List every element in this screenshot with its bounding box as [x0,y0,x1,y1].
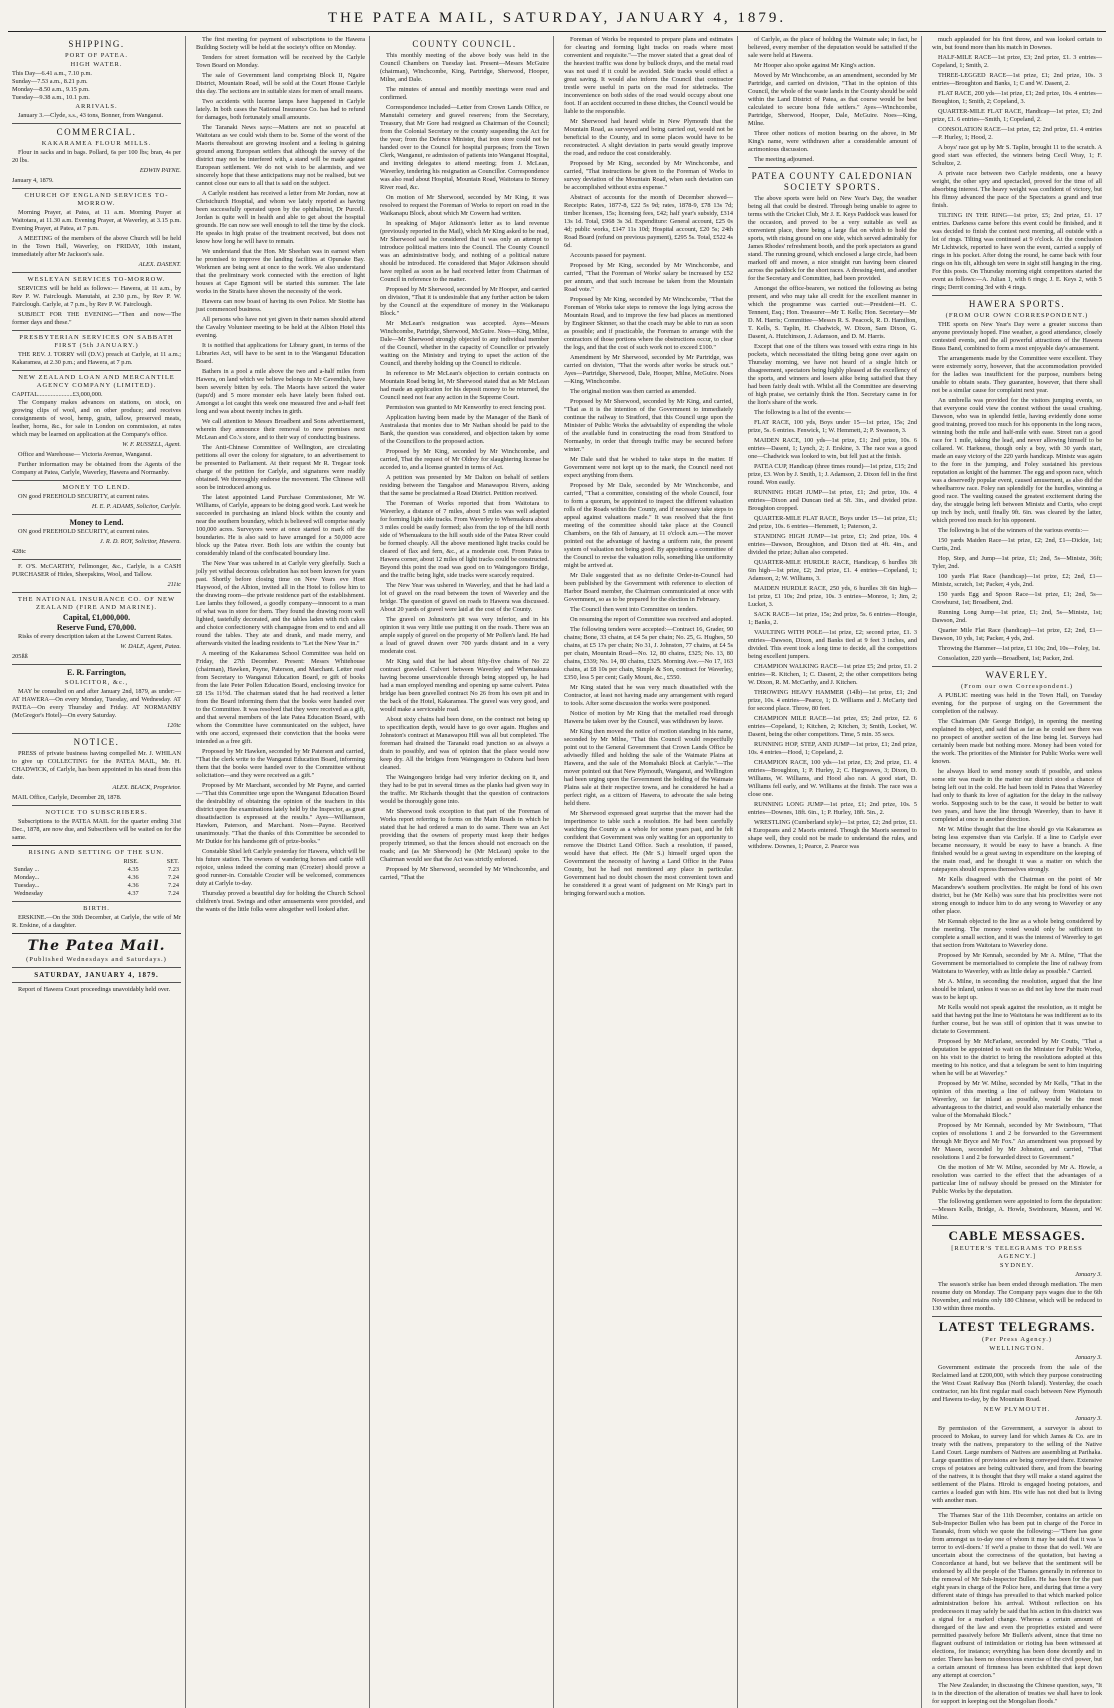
table-cell: 7.23 [167,866,179,873]
council-paragraph: Mr McLean's resignation was accepted. Ayes—Messrs Winchcombe, Partridge, Sherwood, McGuire. Noes—King, Milne, Dale—Mr Sherwood strongly objected to any individual member of the Council, whether in the capacity of Councillor or privately waiting on the Ministry and trying to upset the action of the Council, and thereby holding up the Council to ridicule. [380,320,549,367]
sports-result: CHAMPION WALKING RACE—1st prize £5; 2nd prize, £1. 2 entries—R. Kitchen, 1; C. Dasent, 2; the other competitors being W. Dixon, R. M. McCarthy, and J. Kitchen. [748,663,917,686]
divider [12,664,181,665]
star-text: The Thames Star of the 11th December, contains an article on Sub-Inspector Bullen who has been put in charge of the Force in Taranaki, from which we quote the following:—"There has gone from amongst us to-day one of whom it may be said that it was 'a terror to evil-doers.' If we'd a praise to those that do well. We are uncertain about the correctness of the quotation, but having a Concordance at hand, but we believe that the sentiment will be endorsed by all the people of the Thames generally in reference to the removal of Mr Sub-Inspector Bullen. He has been for the past eight years in charge of the Police here, and during that time a very different state of things has prevailed to that which marked police administration before his arrival. Without reflection on his predecessors it may safely be said that his action in this district was a signal for a marked change. Whereas a certain amount of disregard of the law and even the proprieties existed and were permitted passively before Mr Bullen's advent, since that time no flagrant outburst of intimidation or rioting has been witnessed at elections, for instance; everything has been done decently and in order. There has been no obnoxious exercise of the civil power, but a certain amount of firmness has been exhibited that kept down any attempt at coercion." [932,1512,1102,1679]
table-cell: Sunday ... [14,866,40,873]
nzloan-office: Office and Warehouse— Victoria Avenue, Wanganui. [18,451,153,458]
waverley-paragraph: he always liked to send money south if possible, and unless some stir was made in the matter our district stood a chance of being left out in the cold. He had been told in Patea that Waverley had only to thank its love of agitation for the delay in the railway works. Supposing such to be the case, it would be better to wait two years, and have the line through Waverley, than to have it completed at once in another direction. [932,768,1102,823]
sports-result: RUNNING HIGH JUMP—1st prize, £1; 2nd prize, 10s. 4 entries—Dixon and Duncan tied at 5ft. 3in., and divided prize. Broughton cropped. [748,489,917,512]
council-paragraph: Mr Hooper also spoke against Mr King's action. [754,62,876,69]
presbyterian-text: THE REV. J. TORRY will (D.V.) preach at Carlyle, at 11 a.m.; Kakaramea, at 2.30 p.m.; and Hawera, at 7 p.m. [12,351,181,366]
shipping-subheading: PORT OF PATEA. [65,52,128,59]
farrington-subheading: SOLICITOR, &c., [64,679,129,686]
waverley-heading: WAVERLEY. [985,670,1049,680]
council-paragraph: Correspondence included—Letter from Crown Lands Office, re Manutahi cemetery and gravel reserves; from the Secretary, Treasury, that Mr Gore had resigned as Chairman of the Council; from the Colonial Secretary re the county suspending the Act for the year; from the Defence Minister, that iron store could not be handed over to the Council for hospital purposes; from the Town Clerk, Wanganui, re admission of patients into Wanganui Hospital, and inviting delegates to attend meeting; from J. McLean, Waverley, tendering his resignation as Councillor. Correspondence was also read about Hospital, Mountain Road, Waitotara to Stoney River road, &c. [380,104,549,191]
sports-paragraph: 100 yards Flat Race (handicap)—1st prize, £2; 2nd, £1—Ministz, scratch, 1st; Packer, 4 yds, 2nd. [932,573,1102,588]
caledonian-heading: PATEA COUNTY CALEDONIAN SOCIETY SPORTS. [751,171,914,192]
cable-heading: CABLE MESSAGES. [948,1228,1086,1243]
column-5 [744,36,922,1708]
table-cell: 4.36 [127,882,139,889]
waverley-paragraph: Mr A. Milne, in seconding the resolution, argued that the line should be inland, unless it was so as did not lay how the main road was to be kept up. [932,978,1102,1001]
council-paragraph: Mr Sherwood expressed great surprise that the mover had the impertinence to table such a resolution. He had been carefully watching the County as a whole for some years past, and he felt confident that Government was only waiting for an opportunity to remove the District Land Office. Such a resolution, if passed, would have that effect. He (Mr S.) himself urged upon the Government the necessity of having a Land Office in the Patea County, but he had not mentioned any place in particular. Government had no doubt chosen the most convenient town and he considered it a great want of judgment on Mr King's part in bringing forward such a motion. [564,810,733,897]
council-paragraph: In speaking of Major Atkinson's letter as to land revenue (previously reported in the Mail), which Mr King asked to be read, Mr Sherwood said he considered that it was only an attempt to introduce political matters into the Council. The County Council was an administrative body, and nothing of a political nature should be introduced. He considered that Major Atkinson should have replied as soon as he had received letter from Chairman of Council in reference to the matter. [380,220,549,283]
news-paragraph: Hawera can now boast of having its own Police. Mr Stottie has just commenced business. [196,298,365,313]
council-paragraph: Notice of motion by Mr King that the metalled road through Hawera be taken over by the Council, was withdrawn by leave. [564,710,733,725]
latest-text: Government estimate the proceeds from the sale of the Reclaimed land at £200,000, with which they purpose constructing the West Coast Railway Bus (North Island). Yesterday, the coach contractor, ran his first regular mail coach between New Plymouth and Hawera to-day, by the Mountain Road. [932,1364,1102,1403]
hawera-sports-heading: HAWERA SPORTS. [968,299,1066,309]
council-paragraph: Mr Sherwood took exception to that part of the Foreman of Works report referring to forms on the Main Roads in which he stated that he had ordered a man to do same. There was an Act providing that the owners of property must keep their hedges properly trimmed, so that the fences should not encroach on the roads; and (as Mr Sherwood) he (Mr McLean) spoke to the Chairman would see that the Act was strictly enforced. [380,808,549,863]
waverley-paragraph: Mr W. Milne thought that the line should go via Kakaramea as being less expensive than via Carlyle. If a line to Carlyle ever became necessary, it would be easy to have a branch. A fine finished would be a great saving in expenditure on the keeping of the main road, and he thought it was a matter on which the ratepayers should express themselves strongly. [932,826,1102,873]
council-paragraph: Proposed by Mr Sherwood, seconded by Mr Hooper, and carried on division, "That it is undesirable that any further action be taken by the Council at the expenditure of money in the Waikanapu Block." [380,286,549,317]
council-paragraph: The gravel on Johnston's pit was very inferior, and in his opinion it was very little use putting it on the roads. There was an ample supply of gravel on the property of Mr Pollen's land. He had a load of gravel drawn over 700 yards distant and in a very moderate cost. [380,616,549,655]
waverley-paragraph: Proposed by Mr Kennah, seconded by Mr Swinbourn, "That copies of resolutions 1 and 2 be forwarded to the Government through Mr Bryce and Mr Fox." An amendment was proposed by Mr Mason, seconded by Mr Johnston, and carried, "That resolutions 1 and 2 be forwarded direct to Government." [932,1122,1102,1161]
news-paragraph: We call attention to Messrs Broadbent and Sons advertisement, wherein they announce their removal to new premises next McLean and Co.'s store, and to their way of conducting business. [196,418,365,441]
sports-result: CHAMPION RACE, 100 yds—1st prize, £3; 2nd prize, £1. 4 entries—Broughton, 1; P. Hurley, 2; C. Hargreaves, 3; Dixon, D. Williams, W. Williams, and Hood also ran. A good start, D. Williams fell early, and W. Williams at the finish. The race was a close one. [748,759,917,798]
divider [12,933,181,934]
divider [12,188,181,189]
sports-result: HALF-MILE RACE—1st prize, £3; 2nd prize, £1. 3 entries—Copeland, 1; Smith, 2. [932,54,1102,69]
table-cell: 4.35 [127,866,139,873]
farrington-heading: E. R. Farrington, [67,668,126,677]
money-signature: H. E. P. ADAMS, Solicitor, Carlyle. [91,503,181,510]
council-paragraph: Mr King then moved the notice of motion standing in his name, seconded by Mr Milne, "That this Council would respectfully point out to the General Government that Crown Lands Office be advisedly filled and holding the sale of the Waimate Plains at Hawera, and the sale of the Momahaki Block at Carlyle."—The mover pointed out that New Plymouth, Wanganui, and Wellington had been urging upon the Government the holding of the Waimate Plains sale at their respective towns, and he considered he had a perfect right, as a citizen of Hawera, to advocate the sale being held there. [564,728,733,807]
sports-paragraph: Amongst the office-bearers, we noticed the following as being present, and who may take all credit for the excellent manner in which the programme was carried out:—President—H. C. Tennent, Esq.; Hon. Treasurer—Mr T. Kells; Hon. Secretary—Mr D. M. Harris; Committee—Messrs R. S. Peacock, R. D. Hamilton, T. Kells, S. Taplin, H. Chadwick, W. Dixon, Sam Dixon, G. Dasent, A. Hutchinson, J. Adamson, and D. M. Harris. [748,285,917,340]
waverley-text: The Chairman (Mr George Bridge), in opening the meeting explained its object, and said that as far as he could see there was no prospect of another section of the line being let. Surveys had certainly been made but nothing more. Money had been voted for the work. The priorities of the Minister for Public Works were well known. [932,718,1102,765]
council-paragraph: Proposed by Mr King, seconded by Mr Winchcombe, and carried, "That instructions be given to the Foreman of Works to survey deviation of the Mountain Road, when such deviation can be accomplished without extra expense." [564,160,733,191]
news-paragraph: Proposed by Mr Hawken, seconded by Mr Paterson and carried, "That the clerk write to the Wanganui Education Board, informing them that the books were handed over to the Committee without solicitation—and they were received as a gift." [196,748,365,779]
sports-paragraph: Running Long Jump—1st prize, £1; 2nd, 5s—Ministz, 1st; Dawson, 2nd. [932,609,1102,624]
table-row [12,866,181,874]
divider [12,982,181,983]
table-cell: Tuesday... [14,882,40,889]
ad-code: 428tc [12,548,26,555]
mccarthy-text: F. O'S. McCARTHY, Fellmonger, &c., Carlyle, is a CASH PURCHASER of Hides, Sheepskins, Wool, and Tallow. [12,563,181,578]
flour-signature: EDWIN PAYNE. [139,167,181,174]
sports-result: SACK RACE—1st prize, 15s; 2nd prize, 5s. 6 entries—Hougie, 1; Banks, 2. [748,611,917,626]
nzloan-heading: NEW ZEALAND LOAN AND MERCANTILE AGENCY COMPANY (LIMITED). [18,374,175,389]
table-row [12,874,181,882]
council-paragraph: Mr King said that he had about fifty-five chains of No 22 contract graveled. Culvert between Waverley and Whenuakura having become unserviceable through being stopped up, he had had a man employed mending and opening up same culvert. Patea bridge has been gravelled contract No 26 from his own pit and in the back of the Hotel, Kakaramea. The gravel was very good, and would make a serviceable road. [380,658,549,713]
insurance-capital: Capital, £1,000,000. [62,613,131,622]
sports-paragraph: Hop, Step, and Jump—1st prize, £1; 2nd, 5s—Ministz, 36ft; Tyler, 2nd. [932,555,1102,570]
news-paragraph: The Taranaki News says:—Matters are not so peaceful at Waitotara as we could wish them to be. Some of the worst of the Maoris thereabout are growing insolent and a feeling is gaining ground among European settlers that although the survey of the district may not be interfered with, a stand will be made against European settlement. We do not wish to be alarmists, and we sincerely hope that these anticipations may not be realised, but we cannot close our ears to all that is said on the subject. [196,124,365,187]
table-row [12,882,181,890]
notice-place: MAIL Office, Carlyle, December 28, 1878. [12,794,122,801]
sports-result: QUARTER-MILE HURDLE RACE, Handicap, 6 hurdles 3ft 6in high—1st prize, £2; 2nd prize, £1. 4 entries—Copeland, 1; Adamson, 2; W. Williams, 3. [748,559,917,582]
latest-heading: LATEST TELEGRAMS. [938,1319,1096,1334]
waverley-text: A PUBLIC meeting was held in the Town Hall, on Tuesday evening, for the purpose of urging on the Government the completion of the railway. [932,692,1102,715]
table-header [12,858,93,866]
sports-paragraph: The following is list of the winners of the various events:— [938,527,1089,534]
wesleyan-heading: WESLEYAN SERVICES TO-MORROW. [27,276,166,283]
waverley-subheading: (From our own Correspondent.) [960,683,1074,690]
council-paragraph: On motion of Mr Sherwood, seconded by Mr King, it was resolved to request the Foreman of Works to report on road in the Waikanapu Block, about which Mr Cowern had written. [380,194,549,217]
sports-result: MAIDEN RACE, 100 yds—1st prize, £1; 2nd prize, 10s. 6 entries—Dasent, 1; Lynch, 2; J. Erskine, 3. The race was a good one—Chadwick was looked to win, but fell just at the finish. [748,437,917,460]
sports-paragraph: THE sports on New Year's Day were a greater success than anyone previously hoped. Fine weather, a good attendance, closely contested events, and the all powerful attractions of the Hawera Brass Band, combined to form a most enjoyable day's amusement. [932,321,1102,352]
cable-date: January 3. [1075,1271,1102,1278]
report-text: Report of Hawera Court proceedings unavoidably held over. [18,986,171,993]
wesleyan-subject: SUBJECT FOR THE EVENING—"Then and now—The former days and these." [12,311,181,326]
cable-text: The season's strike has been ended through mediation. The men resume duty on Monday. The Company pays wages due to the 6th November, and retains only 180 Chinese, which will be reduced to 130 within three months. [932,1281,1102,1312]
commercial-heading: COMMERCIAL. [56,127,137,137]
waverley-paragraph: Mr Kells disagreed with the Chairman on the point of Mr Macandrew's southern proclivities. He might be fond of his own district, but he (Mr Kells) was sure that his proclivities were not strong enough to induce him to do any wrong to Waverley or any other place. [932,876,1102,915]
divider [932,295,1102,296]
table-cell: 4.36 [127,874,139,881]
birth-text: ERSKINE.—On the 30th December, at Carlyle, the wife of Mr R. Erskine, of a daughter. [12,914,181,929]
zealander-text: The New Zealander, in discussing the Chinese question, says, "It is in the direction of the alteration of treaties we shall have to look for support in keeping out the Mongolian floods." [932,1682,1102,1705]
sports-result: STANDING HIGH JUMP—1st prize, £1; 2nd prize, 10s. 4 entries—Dawson, Broughton, and Dixon tied at 4ft. 4in., and divided the prize; Julian also competed. [748,533,917,556]
council-paragraph: Permission was granted to Mr Kenworthy to erect fencing post. [386,404,546,411]
table-row [12,858,181,866]
sports-paragraph: The above sports were held on New Year's Day, the weather being all that could be desired. Through being unable to agree to terms with the Cricket Club, Mr J. E. Keys Paddock was leased for the occasion, and proved to be a very suitable as well as convenient place, there being a large flat on which to hold the sports, with rising ground on one side, which served admirably for James Rhodes' refreshment booth, and the pork spectators as grand stand. The running ground, which enclosed a large circle, had been marked off and mown, a nice straight run having been cleared across the paddock for the short races. A dressing-tent, and another for the Secretary and Committee, had been provided. [748,195,917,282]
news-paragraph: The New Year was ushered in at Carlyle very gleefully. Such a jolly yet withal decorous celebration has not been known for years past. Shortly before closing time on New Years eve Host Haywood, of the Albion, invited all in the Hotel to follow him to the drawing room—the private residence part of the establishment. Lee lambs they followed, a goodly company—innocent to a man of what was in store for them. They found the drawing room well lighted, tastefully decorated, and the tables laden with rich cakes and choice confectionery with champagne from end to end and all round the tables. They ate and drank, and made merry, and afterwards visited the leading residents to "Let the New Year in." [196,560,365,647]
high-water-line: Monday—8.50 a.m., 9.15 p.m. [12,86,90,93]
birth-heading: BIRTH. [83,905,110,912]
council-paragraph: Proposed by Mr Sherwood, seconded by Mr Winchcombe, and carried, "That the [380,866,549,881]
sports-result: PATEA CUP, Handicap (three times round)—1st prize, £15; 2nd prize, £3. Won by J. Smith, 1; J. Adamson, 2. Dixon fell in the first round. Won easily. [748,463,917,486]
column-1 [8,36,186,1708]
flour-heading: KAKARAMEA FLOUR MILLS. [41,140,152,147]
divider [12,733,181,734]
sports-result: QUARTER-MILE FLAT RACE, Handicap—1st prize, £3; 2nd prize, £1. 6 entries—Smith, 1; Copeland, 2. [932,108,1102,123]
waverley-paragraph: Proposed by Mr Kennah, seconded by Mr A. Milne, "That the Government be memorialised to complete the line of railway from Waitotara to Waverley, with as little delay as possible." Carried. [932,952,1102,975]
sports-paragraph: 150 yards Maiden Race—1st prize, £2; 2nd, £1—Dickie, 1st; Curtis, 2nd. [932,537,1102,552]
paper-title: The Patea Mail. [27,938,166,954]
divider [12,805,181,806]
council-paragraph: of Carlyle, as the place of holding the Waimate sale; in fact, he believed, every member of the deputation would be satisfied if the sale were held at Hawera. [748,36,917,59]
divider [12,514,181,515]
insurance-heading: THE NATIONAL INSURANCE CO. OF NEW ZEALAND (FIRE AND MARINE). [17,596,176,611]
np-place: NEW PLYMOUTH. [983,1406,1051,1413]
sports-result: MAIDEN HURDLE RACE, 250 yds, 6 hurdles 3ft 6in high—1st prize, £1 10s; 2nd prize, 10s. 3 entries—Monroe, 1; Jim, 2; Lucket, 3. [748,585,917,608]
divider [12,480,181,481]
sports-paragraph: An umbrella was provided for the visitors jumping events, so that everyone could view the contest without the usual crushing. Dawson, who was in splendid fettle, having evidently done some good training, proved too much for his opponents in the long races, winning both the mile and half-mile with ease. Street ran a good race for 1 mile, taking the lead, and never allowing himself to be collared. W. Harkness, though only a boy, with 30 yards start, made an easy victory of the 220 yards handicap. Ministz was again to the fore in the jumping, and Foley sustained his previous reputation as knight of the hammer. The egg and spoon race, which was a deservedly popular event, caused amusement, as also did the wheelbarrow race. Foley ran splendidly for the hurdles, winning a good race. The vaulting caused the greatest excitement during the day, the struggle being left between Ministz and Curtis, who crept up inch by inch, until finally 9ft. 6in. was cleared by the latter, which proved too much for his opponent. [932,397,1102,524]
wesleyan-text: SERVICES will be held as follows:— Hawera, at 11 a.m., by Rev P. W. Fairclough. Manutahi, at 2.30 p.m., by Rev P. W. Fairclough. Carlyle, at 7 p.m., by Rev P. W. Fairclough. [12,285,181,308]
news-paragraph: Bathers in a pool a mile above the two and a-half miles from Hawera, on land which we believe belongs to Mr Cavendish, have been severely bitten by eels. The Maoris have seized the water (tapu'd) and 5 more monster eels have lately been fished out. Amongst a lot caught this week one measured five and a-half feet long and was about twenty inches in girth. [196,368,365,415]
latest-subheading: (Per Press Agency.) [981,1336,1053,1343]
high-water-heading: HIGH WATER. [70,61,123,68]
sun-heading: RISING AND SETTING OF THE SUN. [28,849,165,856]
flour-text: Flour in sacks and in bags. Pollard, 6s per 100 lbs; bran, 4s per 20 lbs. [12,149,181,164]
sports-paragraph: 150 yards Egg and Spoon Race—1st prize, £1; 2nd, 5s—Crowhurst, 1st; Broadbent, 2nd. [932,591,1102,606]
ad-code: 205ßß [12,653,28,660]
sports-paragraph: Quarter Mile Flat Race (handicap)—1st prize, £2; 2nd, £1—Dawson, 10 yds, 1st; Packer, 4 yds, 2nd. [932,627,1102,642]
council-paragraph: The following tenders were accepted:—Contract 16, Grader, 90 chains; Bone, 33 chains, at £4 5s per chain; No. 25, G. Hughes, 50 chains, at £5 17s per chain; No 31, J. Johnston, 77 chains, at £4 5s per chain, Mountain Road—No. 12, 80 chains, £325; No. 13, 80 chains, £339; No. 14, 80 chains, £325. Morning Ave.—No 17, 163 chains, at £8 10s per chain, Simple & Son, contract for Waverley, £350, less 5 per cent; Gaily Mount, &c., £550. [564,626,733,681]
ad-code: 120tc [167,722,181,729]
divider [932,1508,1102,1509]
divider [12,370,181,371]
church-heading: CHURCH OF ENGLAND SERVICES TO-MORROW. [24,192,169,207]
council-paragraph: Proposed by Mr King, seconded by Mr Winchcombe, "That the Foreman of Works take steps to remove the logs lying across the Mountain Road, and to improve the few bad places as mentioned by Engineer Skinner, so that the coach may be able to run as soon as possible; and if practicable, the Foreman to arrange with the contractors of those portions where the obstructions occur, to clear the logs, and that the cost of such work not to exceed £100." [564,296,733,351]
council-paragraph: Mr Dale suggested that as no definite Order-in-Council had been published by the Government with reference to election of Harbor Board member, the Chairman communicated at once with Government, so as to be prepared for the election in February. [564,572,733,603]
table-cell: Wednesday [14,890,43,897]
news-paragraph: We understand that the Hon. Mr Sheehan was in earnest when he promised to improve the landing facilities at Opunake Bay. Workmen are being sent at once to the work. We also understand that the preliminary work connected with the erection of light houses at Cape Egmont will be started this summer. The late works in the Straits have shown the necessity of the work. [196,248,365,295]
presbyterian-heading: PRESBYTERIAN SERVICES ON SABBATH FIRST (5th JANUARY.) [19,334,174,349]
council-paragraph: Proposed by Mr Sherwood, seconded by Mr King, and carried, "That as it is the intention of the Government to immediately continue the railway to Stratford, that this Council urge upon the Minister of Public Works the advisability of expending the whole of the available fund in constructing the road from Stratford to Normanby, in order that through traffic may be secured before winter." [564,398,733,453]
divider [12,559,181,560]
shipping-heading: SHIPPING. [68,39,125,49]
divider [12,272,181,273]
high-water-line: Tuesday—9.38 a.m., 10.1 p.m. [12,94,90,101]
council-paragraph: Moved by Mr Winchcombe, as an amendment, seconded by Mr Partridge, and carried on division, "That in the opinion of this Council, the whole of the waste lands in the County should be sold within the Land District of Patea, as that course would be best calculated to secure bona fide settlers." Ayes—Winchcombe, Partridge, Sherwood, Hooper, Dale, McGuire. Noes—King, Milne. [748,72,917,127]
meeting-text: A MEETING of the members of the above Church will be held in the Town Hall, Waverley, on FRIDAY, 10th instant, immediately after Mr Jackson's sale. [12,235,181,258]
money2-text: ON good FREEHOLD SECURITY, at current rates. [18,528,150,535]
cable-subheading: [REUTER'S TELEGRAMS TO PRESS AGENCY.] [951,1245,1083,1260]
church-text: Morning Prayer, at Patea, at 11 a.m. Morning Prayer at Waitotara, at 11.30 a.m. Evening Prayer, at Waverley, at 3.15 p.m. Evening Prayer, at Patea, at 7 p.m. [12,209,181,232]
council-paragraph: About sixty chains had been done, on the contract not being up to specification depth, would have to go over again. Hughes and Johnston's contract at Manawapou Hill was all but completed. The foreman had drained the Taranaki road junction so as always a drain to possibly, and was of opinion that the place would now keep dry. All the bridges from Waingongoro to Ouhoru had been cleaned. [380,716,549,771]
column-2 [192,36,370,1708]
council-paragraph: This monthly meeting of the above body was held in the Council Chambers on Tuesday last. Present—Messrs McGuire (chairman), Winchcombe, King, Partridge, Sherwood, Hooper, Milne, and Dale. [380,52,549,83]
money2-signature: J. R. D. ROY, Solicitor, Hawera. [99,538,181,545]
news-paragraph: Proposed by Mr Marchant, seconded by Mr Payne, and carried—"That this Committee urge upon the Wanganui Education Board the desirability of obtaining the opinion of the teachers in this district upon the examinations lately held by the Inspector, as great dissatisfaction is expressed at the results." Ayes—Williamson, Hawken, Paterson, and Marchant. Noes—Payne. Received unanimously. "That the thanks of this Committee be seconded to Mr Dutkie for his handsome gift of prize-books." [196,782,365,845]
sports-paragraph: The following is a list of the events:— [754,409,852,416]
flour-date: January 4, 1879. [12,177,54,184]
masthead-title: THE PATEA MAIL, SATURDAY, JANUARY 4, 1879. [327,10,787,26]
sports-paragraph: The arrangements made by the Committee were excellent. They were extremely sorry, however, that the accommodation provided for the ladies was insufficient for the purpose, numbers being unable to obtain seats. They guarantee, however, that there shall not be a similar cause for complaint next year. [932,355,1102,394]
council-paragraph: The Foreman of Works reported that from Waitotara to Waverley, a distance of 7 miles, about 5 miles was well adapted for forming light side tracks. From Waverley to Whenuakura about 3 miles could be easily formed; also from the top of the hill north side of Whenuakura to the hill south side of the Patea River could be formed cheaply. All the above mentioned light tracks could be cleared of flax and fern, &c., at a moderate cost. From Patea to Hawera corner, about 12 miles of light tracks could be constructed. Beyond this point the road was good on to Waingongoro Bridge, and the traffic being light, side tracks were scarcely required. [380,500,550,579]
arrivals-heading: ARRIVALS. [75,103,118,110]
council-paragraph: Proposed by Mr King, seconded by Mr Winchcombe, and carried, "That the Foreman of Works' salary be increased by £52 per annum, and that such increase be taken from the Mountain Road vote." [564,262,733,293]
column-4 [560,36,738,1708]
council-paragraph: A petition was presented by Mr Dalton on behalf of settlers residing between the Tangahoe and Manawapou Rivers, asking that the same be proclaimed a Road District. Petition received. [380,474,549,497]
divider [932,666,1102,667]
sports-result: A boys' race got up by Mr S. Taplin, brought 11 to the scratch. A good start was effected, the winners being Cecil Wray, 1; F. Schultze, 2. [932,144,1102,167]
news-paragraph: A meeting of the Kakaramea School Committee was held on Friday, the 27th December. Present: Messrs Whitehouse (chairman), Hawken, Payne, Paterson, and Marchant. Letter read from Secretary to Wanganui Education Board, re gift of books from the late Peter Pollen Education Board, enclosing invoice for £8 15s 11½d. The chairman stated that he had received a letter from the Board informing them that the books were handed over to the Committee. It was resolved that they were received as a gift, and that several members of the late Patea Education Board, with whom the Committee have communicated on the subject, have with one accord, expressed their conviction that the books were intended as a free gift. [196,650,365,745]
divider [748,167,917,168]
high-water-line: This Day—6.41 a.m., 7.10 p.m. [12,70,92,77]
news-paragraph: The Anti-Chinese Committee of Wellington, are circulating petitions all over the colony for signature, to an advertisement to be presented to Parliament. At their request Mr R. Tregear took charge of the petition for Carlyle, and signatures were readily obtained. We thoroughly endorse the movement. The Chinese will soon be introduced among us. [196,444,365,491]
sports-result: FLAT RACE, 100 yds, Boys under 15—1st prize, 15s; 2nd prize, 5s. 6 entries. Fenwick, 1; W. Hemmett, 2; P. Swanson, 3. [748,419,917,434]
council-paragraph: In reference to Mr McLean's objection to certain contracts on Mountain Road being let, Mr Sherwood stated that as Mr McLean had made an application for his deposit money to be returned, the Council need not fear any action in the Supreme Court. [380,370,549,401]
sports-result: THROWING HEAVY HAMMER (14lb)—1st prize, £1; 2nd prize, 10s. 4 entries—Pearce, 1; D. Williams and J. McCarty tied for second place. Throw, 80 feet. [748,689,917,712]
notice-heading: NOTICE. [73,737,120,747]
money-text: ON good FREEHOLD SECURITY, at current rates. [18,493,150,500]
insurance-text: Risks of every description taken at the Lowest Current Rates. [18,633,173,640]
table-cell: 7.24 [167,874,179,881]
column-3 [376,36,554,1708]
meeting-signature: ALEX. DASENT. [138,261,181,268]
council-paragraph: Three other notices of motion bearing on the above, in Mr King's name, were withdrawn after a considerable amount of acrimonious discussion. [748,130,917,153]
news-paragraph: The sale of Government land comprising Block II, Ngaire District, Mountain Road, will be sold at the Court House Carlyle this day. The sections are in suitable sizes for men of small means. [196,72,365,95]
sports-result: WRESTLING (Cumberland style)—1st prize, £2; 2nd prize, £1. 4 Europeans and 2 Maoris entered. Though the Maoris seemed to shape well, they could not be made to understand the rules, and withdrew. Downes, 1; Pearce, 2. Pearce was [748,819,917,850]
table-cell: 4.37 [127,890,139,897]
paper-subtitle: (Published Wednesdays and Saturdays.) [26,956,167,963]
divider [12,330,181,331]
cable-place: SYDNEY. [999,1262,1035,1269]
divider [12,967,181,968]
latest-date: January 3. [1075,1354,1102,1361]
divider [12,123,181,124]
news-paragraph: Tenders for street formation will be received by the Carlyle Town Board on Monday. [196,54,365,69]
council-paragraph: Abstract of accounts for the month of December showed—Receipts: Rates, 1877-8, £22 5s 9d; rates, 1878-9, £78 13s 7d; timber licenses, 15s; licensing fees, £42; half year's subsidy, £314 13s 1d. Total, £968 3s 3d. Expenditure: General account, £25 0s 4d; public works, £147 11s 10d; Hospital account, £20 5s; 24th Road Board (refund on previous payment), £295 5s. Total, £522 4s 6d. [564,194,733,249]
divider [932,1225,1102,1226]
hawera-sports-subheading: (FROM OUR OWN CORRESPONDENT.) [945,312,1089,319]
council-paragraph: The original motion was then carried as amended. [570,388,696,395]
table-header: SET. [166,858,179,865]
news-paragraph: The latest appointed Land Purchase Commissioner, Mr W. Williams, of Carlyle, appears to be doing good work. Last week he succeeded in purchasing an inland block within the county and near the southern boundary, which is believed will comprise nearly 100,000 acres. Surveyors were at once started to mark off the boundaries. He is also said to have arranged for a 50,000 acre block up the Patea river. Both lots are within the county but considerably inland of the confiscated boundary line. [196,494,365,557]
money-heading: MONEY TO LEND. [62,484,131,491]
notice-signature: ALEX. BLACK, Proprietor. [112,784,181,791]
farrington-text: MAY be consulted on and after January 2nd, 1879, as under:— AT HAWERA—On every Monday, Tuesday, and Wednesday. AT PATEA—On every Thursday and Friday. AT NORMANBY (McGregor's Hotel)—On every Saturday. [12,688,181,719]
subscribers-text: Subscriptions to the PATEA MAIL for the quarter ending 31st Dec., 1878, are now due, and Subscribers will be waited on for the same. [12,818,181,841]
waverley-paragraph: On the motion of Mr W. Milne, seconded by Mr A. Howle, a resolution was carried to the effect that the advantages of a particular line of railway should be pressed on the Minister for Public Works by the deputation. [932,1164,1102,1195]
table-cell: 7.24 [167,882,179,889]
council-paragraph: On resuming the report of Committee was received and adopted. [570,616,733,623]
council-paragraph: Proposed by Mr King, seconded by Mr Winchcombe, and carried, That the request of Mr Oldrey for slaughtering license be acceded to, and a license granted in terms of Act. [380,448,549,471]
sports-result: TILTING IN THE RING—1st prize, £5; 2nd prize, £1. 17 entries. Darkness came before this event could be finished, and it was decided to finish the contest next morning, all outside with a lot of rings. Tilting was continued at 9 o'clock. At the conclusion Mr Lichtwick, reported to have won the event, carried a supply of rings in his pocket. After doing the round, he came back with four rings on his tilt, although ten were in sight still hanging in the ring. For this posts. On Thursday morning eight competitors started the event as follows:—A. Julian 1, with 6 rings; J. E. Keys 2, with 5 rings; Derrit coming 3rd with 4 rings. [932,212,1102,291]
sports-result: QUARTER-MILE FLAT RACE, Boys under 15—1st prize, £1; 2nd prize, 10s. 6 entries—Hemmett, 1; Paterson, 2. [748,515,917,530]
council-paragraph: Application having been made by the Manager of the Bank of Australasia that monies due to Mr Nathan should be paid to the Bank, the question was considered, and objection taken by some of the Councillors to the proposed action. [380,414,549,445]
waverley-paragraph: The following gentlemen were appointed to form the deputation:—Messrs Kells, Bridge, A. Howle, Swinbourn, Mason, and W. Milne. [932,1198,1102,1221]
columns [8,36,1106,1705]
nzloan-capital: CAPITAL......................£3,000,000. [12,391,103,398]
table-cell: 7.24 [167,890,179,897]
table-header: RISE. [123,858,139,865]
high-water-line: Sunday—7.53 a.m., 8.21 p.m. [12,78,88,85]
waverley-paragraph: Mr Kennah objected to the line as a whole being considered by the meeting. The money voted would only be sufficient to complete a small section, and it was the interest of Waverley to get that section from Waitotara to Waverley done. [932,918,1102,949]
sports-result: A private race between two Carlyle residents, one a heavy weight, the other spry and spectacled, proved for the time of all absorbing interest. The heavy weight was confident of victory, but his flimsy advanced the pace of the Spectators a grand and true finish. [932,170,1102,209]
divider [12,901,181,902]
divider [12,592,181,593]
council-paragraph: The meeting adjourned. [754,156,814,163]
council-paragraph: Proposed by Mr Dale, seconded by Mr Winchcombe, and carried, "That a committee, consisting of the whole Council, four to form a quorum, be appointed to inspect the different valuation rolls of the Roads within the County, and if necessary take steps to appeal against valuations made." It was resolved that the first meeting of the committee should take place at the Council Chambers, on the 6th of January, at 11 o'clock a.m.—The mover pointed out the advantage of having a uniform rate, the present system of valuation not being good. By appointing a committee of the Council to revise the valuation rolls, something like uniformity might be arrived at. [564,482,733,569]
sports-paragraph: Consolation, 220 yards—Broadbent, 1st; Packer, 2nd. [938,655,1074,662]
sports-result: much applauded for his first throw, and was looked certain to win, but found more than his match in Downes. [932,36,1102,51]
news-paragraph: All persons who have not yet given in their names should attend the Cavalry Volunteer meeting to be held at the Albion Hotel this evening. [196,316,365,339]
subscribers-heading: NOTICE TO SUBSCRIBERS. [45,809,148,816]
county-council-heading: COUNTY COUNCIL. [412,39,517,49]
divider [932,1316,1102,1317]
sports-result: RUNNING HOP, STEP, AND JUMP—1st prize, £1; 2nd prize, 10s. 4 entries—Hood, 1; Copeland, 2. [748,741,917,756]
divider [12,845,181,846]
sports-result: THREE-LEGGED RACE—1st prize, £1; 2nd prize, 10s. 3 entries—Broughton and Banks, 1; C and W. Dasent, 2. [932,72,1102,87]
latest-place: WELLINGTON. [989,1345,1045,1352]
column-6 [928,36,1106,1708]
waverley-paragraph: Mr Kells would not speak against the resolution, as it might be said that having put the line to Waitotara he was indifferent as to its further course, but he was still of opinion that it was unwise to dictate to Government. [932,1004,1102,1035]
insurance-reserve: Reserve Fund, £70,000. [56,623,137,632]
insurance-signature: W. DALE, Agent, Patea. [120,643,181,650]
nzloan-signature: W. F. RUSSELL, Agent. [122,441,181,448]
council-paragraph: Foreman of Works be requested to prepare plans and estimates for clearing and forming light tracks on roads where most convenient and requisite."—The mover stated that a great deal of the heaviest traffic was done by bullock drays, and the metal road was not used if it could be avoided. Side tracks would effect a great saving. It would also inform the Council that contractor trestle were useful in parts on the road for sidetracks. The inconvenience on both sides of the road would occupy about one foot. If an accident occurred in these ditches, the Council would be liable to the responsible. [564,36,733,115]
table-cell: Monday... [14,874,40,881]
money2-heading: Money to Lend. [69,518,124,527]
arrivals-text: January 3.—Clyde, s.s., 43 tons, Bonner, from Wanganui. [18,112,164,119]
news-paragraph: Constable Shiel left Carlyle yesterday for Hawera, which will be his future station. The owners of wandering horses and cattle will rejoice, unless indeed the coming man (Crozier) should prove a good runner-in. Constable Crozier will be welcomed, commences duty at Carlyle to-day. [196,848,365,887]
sports-result: RUNNING LONG JUMP—1st prize, £1; 2nd prize, 10s. 5 entries—Downes, 18ft. 6in., 1; P. Hurley, 18ft. 5in., 2. [748,801,917,816]
council-paragraph: The New Year was ushered in Waverley, and that he had laid a lot of gravel on the road between the town of Waverley and the bridge. The question of gravel on roads to Hawera was discussed. About 20 yards of gravel were laid at the cost of the County. [380,582,549,613]
council-paragraph: The Waingongoro bridge had very inferior decking on it, and they had to be put in several times as the planks had given way in the traffic. Mr Richards thought that the question of contractors would be thoroughly gone into. [380,774,549,805]
nzloan-text: The Company makes advances on stations, on stock, on growing clips of wool, and on other produce; and receives consignments of wool, hemp, grain, tallow, preserved meats, leather, horns, &c., for sale in London on commission, at rates which may be learned on application at the Company's office. [12,399,181,438]
news-paragraph: The first meeting for payment of subscriptions to the Hawera Building Society will be held at the society's office on Monday. [196,36,365,51]
np-text: By permission of the Government, a surveyor is about to proceed to Mokau, to survey land for which James & Co. are in treaty with the natives, preparatory to the selling of the Native Land Court. Large numbers of Natives are assembling at Parihaka. Large quantities of provisions are being conveyed there. Extensive crops of potatoes are being cultivated there, and from the bearing of the natives, it is thought that they will make a stand against the settlement of the Plains. Hiroki is engaged hoeing potatoes, and carries a loaded gun with him. His wife has not died but is living with another man. [932,1425,1102,1504]
news-paragraph: Thursday proved a beautiful day for holding the Church School children's treat. Swings and other amusements were provided, and the wants of the little folks were altogether well looked after. [196,890,365,913]
council-paragraph: Mr Sherwood had heard while in New Plymouth that the Mountain Road, as surveyed and being carried out, would not be beneficial to the County, and in some places would have to be reconstructed. A slight deviation in parts would greatly improve the road, and reduce the cost considerably. [564,118,733,157]
sports-result: CONSOLATION RACE—1st prize, £2; 2nd prize, £1. 4 entries—P. Hurley, 1; Hood, 2. [932,126,1102,141]
nzloan-further: Further information may be obtained from the Agents of the Company at Patea, Carlyle, Waverley, Hawera and Normanby. [12,461,181,476]
news-paragraph: Two accidents with lucerne lamps have happened in Carlyle lately. In both cases the National Insurance Co. has had to refund for damages, both fortunately small amounts. [196,98,365,121]
np-date: January 3. [1075,1415,1102,1422]
paper-date: SATURDAY, JANUARY 4, 1879. [34,971,159,979]
sun-table [12,858,181,898]
sports-paragraph: Throwing the Hammer—1st prize, £1 10s; 2nd, 10s—Foley, 1st. [938,645,1101,652]
sports-result: VAULTING WITH POLE—1st prize, £2; second prize, £1. 3 entries—Dawson, Dixon, and Banks tied at 9 feet 3 inches, and divided. This event took a long time to decide, all the competitors being excellent jumpers. [748,629,917,660]
council-paragraph: The minutes of annual and monthly meetings were read and confirmed. [380,86,549,101]
sports-paragraph: Except that one of the tilters was tossed with extra rings in his pockets, which necessitated the tilting being gone over again on Thursday morning, we have not heard of a single hitch or disagreement, spectators being highly pleased at the excellency of the sports, and winners and losers alike being satisfied that they had been fairly dealt with. Whilst all the Committee are deserving of high praise, we certainly think the Hon. Secretary came in for the lion's share of the work. [748,343,917,406]
waverley-paragraph: Proposed by Mr W. Milne, seconded by Mr Kells, "That in the opinion of this meeting a line of railway from Waitotara to Waverley, so far inland as possible, would be the most advantageous to the district, and would also materially enhance the value of the Momahaki Block." [932,1080,1102,1119]
news-paragraph: It is notified that applications for Library grant, in terms of the Libraries Act, will have to be sent in to the Wanganui Education Board. [196,342,365,365]
sports-result: FLAT RACE, 200 yds—1st prize, £1; 2nd prize, 10s. 4 entries—Broughton, 1; Smith, 2; Copeland, 3. [932,90,1102,105]
council-paragraph: The Council then went into Committee on tenders. [570,606,698,613]
waverley-paragraph: Proposed by Mr McFarlane, seconded by Mr Coutts, "That a deputation be appointed to wait on the Minister for Public Works, on his visit to the district to bring the resolutions adopted at this meeting to his notice, and that a telegram be sent to him inquiring when he will be at Waverley." [932,1038,1102,1077]
council-paragraph: Amendment by Mr Sherwood, seconded by Mr Partridge, was carried on division, "That the words after works be struck out." Ayes—Partridge, Sherwood, Dale, Hooper, Milne, McGuire. Noes—King, Winchcombe. [564,354,733,385]
council-paragraph: Mr Dale said that he wished to take steps in the matter. If Government were not kept up to the mark, the Council need not expect anything from them. [564,456,733,479]
sports-result: CHAMPION MILE RACE—1st prize, £5; 2nd prize, £2. 6 entries—Copeland, 1; Kitchen, 2; Kitchen, 3; Smith, Locket, W. Dasent, being the other competitors. Time, 5 min. 35 secs. [748,715,917,738]
council-paragraph: Mr King stated that he was very much dissatisfied with the Contractor, at least not having made any arrangement with regard to tools. After some discussion the works were postponed. [564,684,733,707]
council-paragraph: Accounts passed for payment. [570,252,646,259]
ad-code: 211tc [167,581,181,588]
news-paragraph: A Carlyle resident has received a letter from Mr Jordan, now at Christchurch Hospital, and whom we lately reported as having been successfully operated upon by the ophthalmist, Dr Purcell. Jordan is quite well in health and able to get about the hospital grounds. He can now see well enough to tell the time by the clock. He speaks in high praise of the treatment received, but does not know how long he will have to remain. [196,190,365,245]
notice-text: PRESS of private business having compelled Mr. J. WHILAN to give up COLLECTING for the PATEA MAIL, Mr. H. CHADWICK, of Carlyle, has been appointed in his stead from this date. [12,750,181,781]
table-row [12,890,181,898]
masthead [8,10,1106,32]
